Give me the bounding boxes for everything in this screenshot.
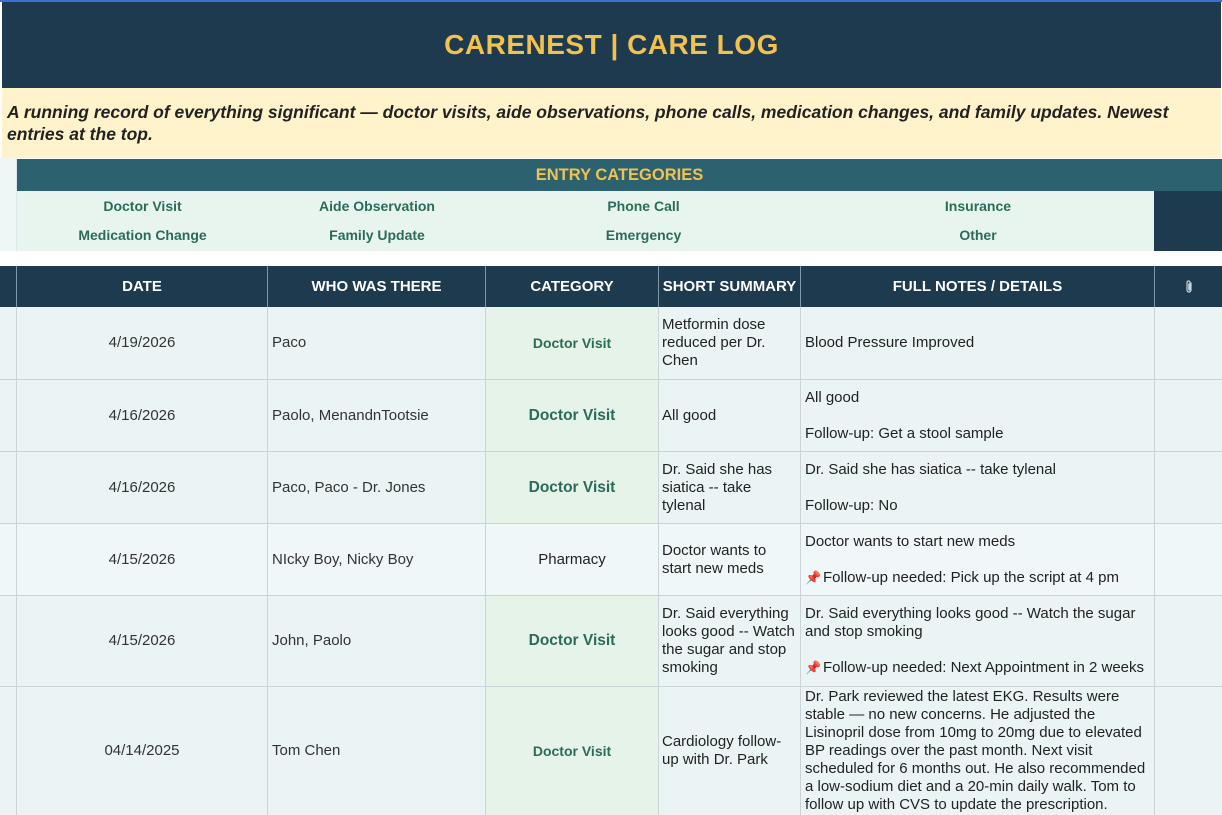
header-short-summary[interactable]: SHORT SUMMARY (659, 266, 801, 307)
category-medication-change[interactable]: Medication Change (78, 226, 207, 243)
row-gutter (0, 158, 17, 251)
cell-summary[interactable]: Cardiology follow-up with Dr. Park (659, 687, 801, 815)
cell-summary[interactable]: All good (659, 380, 801, 451)
category-label: Doctor Visit (528, 632, 616, 649)
notes-follow-up: Follow-up: Get a stool sample (805, 424, 1004, 442)
cell-attachment[interactable] (1155, 452, 1222, 523)
cell-summary[interactable]: Metformin dose reduced per Dr. Chen (659, 307, 801, 379)
header-full-notes[interactable]: FULL NOTES / DETAILS (801, 266, 1155, 307)
category-phone-call[interactable]: Phone Call (607, 197, 680, 214)
cell-attachment[interactable] (1155, 380, 1222, 451)
category-label: Doctor Visit (528, 406, 616, 424)
notes-text: Doctor wants to start new meds (805, 532, 1016, 550)
cell-who[interactable]: Paolo, MenandnTootsie (268, 380, 486, 451)
row-gutter-cell (0, 307, 17, 379)
category-doctor-visit[interactable]: Doctor Visit (103, 197, 182, 214)
cell-date[interactable]: 04/14/2025 (17, 687, 268, 815)
category-label: Doctor Visit (532, 743, 612, 759)
header-date[interactable]: DATE (17, 266, 268, 307)
cell-date[interactable]: 4/19/2026 (17, 307, 268, 379)
notes-text: Dr. Park reviewed the latest EKG. Results were stable — no new concerns. He adjusted the Lisinopril dose from 10mg to 20mg due to elevated BP readings over the past month. Next visit scheduled for 6 months out. He also recommended a low-sodium diet and a 20-min daily walk. Tom to follow up with CVS to update the prescription. (805, 688, 1146, 813)
cell-who[interactable]: Paco, Paco - Dr. Jones (268, 452, 486, 523)
cell-date[interactable]: 4/15/2026 (17, 524, 268, 595)
notes-follow-up: Follow-up: No (805, 496, 898, 514)
spacer (0, 251, 1222, 266)
cell-who[interactable]: John, Paolo (268, 596, 486, 686)
categories-side-panel (1154, 191, 1222, 251)
cell-category[interactable] (486, 452, 659, 523)
cell-attachment[interactable] (1155, 596, 1222, 686)
notes-follow-up: Follow-up needed: Next Appointment in 2 weeks (823, 659, 1145, 676)
cell-notes[interactable] (801, 307, 1155, 379)
table-row[interactable] (0, 380, 1222, 452)
table-row[interactable] (0, 524, 1222, 596)
cell-who[interactable]: NIcky Boy, Nicky Boy (268, 524, 486, 595)
category-emergency[interactable]: Emergency (605, 226, 682, 243)
row-gutter-cell (0, 596, 17, 686)
header-attachment[interactable] (1155, 266, 1222, 307)
cell-attachment[interactable] (1155, 687, 1222, 815)
cell-category[interactable] (486, 307, 659, 379)
cell-attachment[interactable] (1155, 307, 1222, 379)
row-gutter-cell (0, 687, 17, 815)
category-family-update[interactable]: Family Update (329, 226, 425, 243)
notes-text: Dr. Said she has siatica -- take tylenal (805, 460, 1056, 478)
notes-text: Dr. Said everything looks good -- Watch the sugar and stop smoking (805, 605, 1136, 640)
cell-summary[interactable]: Dr. Said she has siatica -- take tylenal (659, 452, 801, 523)
category-insurance[interactable]: Insurance (944, 197, 1012, 214)
row-gutter-cell (0, 524, 17, 595)
notes-follow-up: Follow-up needed: Pick up the script at 4 pm (823, 568, 1119, 586)
pushpin-icon: 📌 (805, 660, 822, 675)
header-gutter (0, 266, 17, 307)
cell-notes[interactable] (801, 380, 1155, 451)
cell-date[interactable]: 4/16/2026 (17, 452, 268, 523)
entry-categories-header: ENTRY CATEGORIES (17, 159, 1222, 191)
header-category[interactable]: CATEGORY (486, 266, 659, 307)
pushpin-icon: 📌 (805, 569, 822, 585)
header-who-was-there[interactable]: WHO WAS THERE (268, 266, 486, 307)
cell-category[interactable] (486, 687, 659, 815)
table-row[interactable] (0, 307, 1222, 380)
notes-text: All good (805, 388, 860, 406)
category-label: Pharmacy (538, 550, 606, 568)
cell-who[interactable]: Tom Chen (268, 687, 486, 815)
cell-summary[interactable]: Doctor wants to start new meds (659, 524, 801, 595)
row-gutter-cell (0, 452, 17, 523)
cell-notes[interactable] (801, 524, 1155, 595)
table-row[interactable] (0, 596, 1222, 687)
table-row[interactable] (0, 452, 1222, 524)
page-subtitle: A running record of everything significant — doctor visits, aide observations, phone calls, medication changes, and family updates. Newest entries at the top. (2, 88, 1221, 158)
cell-notes[interactable] (801, 596, 1155, 686)
entry-categories-grid (17, 191, 1154, 251)
category-label: Doctor Visit (528, 478, 616, 496)
category-label: Doctor Visit (532, 335, 612, 351)
cell-category[interactable] (486, 380, 659, 451)
cell-notes[interactable] (801, 452, 1155, 523)
cell-date[interactable]: 4/15/2026 (17, 596, 268, 686)
paperclip-icon (1184, 279, 1194, 295)
category-other[interactable]: Other (959, 226, 997, 243)
cell-category[interactable] (486, 596, 659, 686)
cell-notes[interactable] (801, 687, 1155, 815)
page-title: CARENEST | CARE LOG (2, 2, 1221, 88)
cell-attachment[interactable] (1155, 524, 1222, 595)
table-header-row (0, 266, 1222, 307)
notes-text: Blood Pressure Improved (805, 334, 975, 351)
table-row[interactable] (0, 687, 1222, 815)
cell-category[interactable] (486, 524, 659, 595)
cell-who[interactable]: Paco (268, 307, 486, 379)
cell-date[interactable]: 4/16/2026 (17, 380, 268, 451)
cell-summary[interactable]: Dr. Said everything looks good -- Watch the sugar and stop smoking (659, 596, 801, 686)
category-aide-observation[interactable]: Aide Observation (319, 197, 435, 214)
row-gutter-cell (0, 380, 17, 451)
